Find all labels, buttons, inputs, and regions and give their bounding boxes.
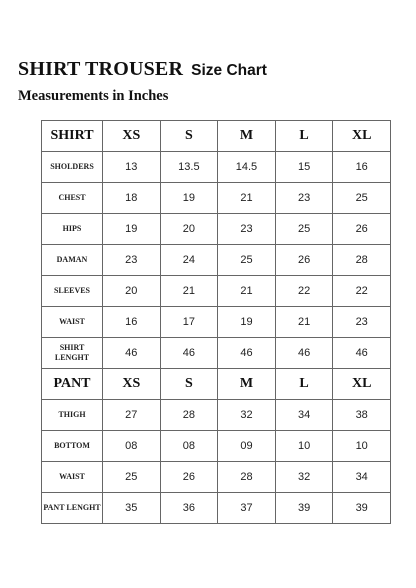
measurement-value: 35 [103, 493, 161, 524]
measurement-value: 46 [160, 338, 218, 369]
measurement-value: 20 [160, 214, 218, 245]
table-row [42, 493, 391, 524]
measurement-label: THIGH [42, 400, 103, 431]
table-row [42, 276, 391, 307]
title-sub: Size Chart [191, 62, 267, 79]
measurement-value: 09 [218, 431, 276, 462]
measurement-value: 17 [160, 307, 218, 338]
measurement-value: 34 [275, 400, 333, 431]
measurement-label: CHEST [42, 183, 103, 214]
size-header-cell: XS [103, 369, 161, 400]
shirt-header-label: SHIRT [42, 121, 103, 152]
measurement-value: 23 [218, 214, 276, 245]
measurement-value: 26 [275, 245, 333, 276]
measurement-value: 34 [333, 462, 391, 493]
measurement-label: SLEEVES [42, 276, 103, 307]
measurement-value: 25 [218, 245, 276, 276]
measurement-value: 39 [333, 493, 391, 524]
measurement-value: 32 [218, 400, 276, 431]
size-header-cell: S [160, 121, 218, 152]
measurement-value: 21 [160, 276, 218, 307]
measurement-value: 19 [218, 307, 276, 338]
size-header-cell: XL [333, 369, 391, 400]
measurement-value: 19 [103, 214, 161, 245]
measurement-value: 24 [160, 245, 218, 276]
measurement-value: 25 [103, 462, 161, 493]
size-header-cell: M [218, 121, 276, 152]
size-header-cell: L [275, 121, 333, 152]
measurement-value: 23 [275, 183, 333, 214]
size-chart-body [42, 121, 391, 524]
measurement-value: 10 [275, 431, 333, 462]
measurements-subtitle: Measurements in Inches [18, 88, 169, 104]
chart-title [18, 58, 267, 81]
measurement-value: 20 [103, 276, 161, 307]
measurement-value: 16 [103, 307, 161, 338]
measurement-value: 13 [103, 152, 161, 183]
measurement-value: 26 [333, 214, 391, 245]
measurement-value: 08 [103, 431, 161, 462]
measurement-value: 21 [218, 183, 276, 214]
measurement-value: 26 [160, 462, 218, 493]
measurement-value: 32 [275, 462, 333, 493]
measurement-value: 13.5 [160, 152, 218, 183]
table-row [42, 307, 391, 338]
title-main: SHIRT TROUSER [18, 58, 184, 80]
measurement-label: SHOLDERS [42, 152, 103, 183]
measurement-value: 23 [103, 245, 161, 276]
measurement-label: WAIST [42, 307, 103, 338]
size-header-cell: XL [333, 121, 391, 152]
measurement-label: WAIST [42, 462, 103, 493]
measurement-value: 46 [218, 338, 276, 369]
measurement-value: 18 [103, 183, 161, 214]
measurement-value: 19 [160, 183, 218, 214]
measurement-value: 28 [160, 400, 218, 431]
measurement-value: 46 [103, 338, 161, 369]
size-header-cell: M [218, 369, 276, 400]
measurement-value: 08 [160, 431, 218, 462]
measurement-value: 46 [333, 338, 391, 369]
measurement-value: 37 [218, 493, 276, 524]
pant-header-row [42, 369, 391, 400]
size-header-cell: XS [103, 121, 161, 152]
size-header-cell: L [275, 369, 333, 400]
measurement-value: 38 [333, 400, 391, 431]
measurement-label: SHIRT LENGHT [42, 338, 103, 369]
table-row [42, 462, 391, 493]
measurement-value: 28 [333, 245, 391, 276]
measurement-value: 23 [333, 307, 391, 338]
measurement-label: DAMAN [42, 245, 103, 276]
measurement-value: 36 [160, 493, 218, 524]
measurement-value: 21 [275, 307, 333, 338]
table-row [42, 338, 391, 369]
measurement-value: 39 [275, 493, 333, 524]
table-row [42, 400, 391, 431]
measurement-value: 25 [333, 183, 391, 214]
size-chart-table [41, 120, 391, 524]
measurement-label: HIPS [42, 214, 103, 245]
measurement-value: 22 [275, 276, 333, 307]
measurement-value: 46 [275, 338, 333, 369]
measurement-value: 28 [218, 462, 276, 493]
table-row [42, 152, 391, 183]
measurement-value: 15 [275, 152, 333, 183]
measurement-value: 25 [275, 214, 333, 245]
measurement-value: 21 [218, 276, 276, 307]
measurement-value: 14.5 [218, 152, 276, 183]
table-row [42, 431, 391, 462]
measurement-value: 27 [103, 400, 161, 431]
measurement-value: 22 [333, 276, 391, 307]
measurement-value: 16 [333, 152, 391, 183]
pant-header-label: PANT [42, 369, 103, 400]
table-row [42, 245, 391, 276]
measurement-value: 10 [333, 431, 391, 462]
measurement-label: PANT LENGHT [42, 493, 103, 524]
table-row [42, 214, 391, 245]
measurement-label: BOTTOM [42, 431, 103, 462]
table-row [42, 183, 391, 214]
size-header-cell: S [160, 369, 218, 400]
shirt-header-row [42, 121, 391, 152]
